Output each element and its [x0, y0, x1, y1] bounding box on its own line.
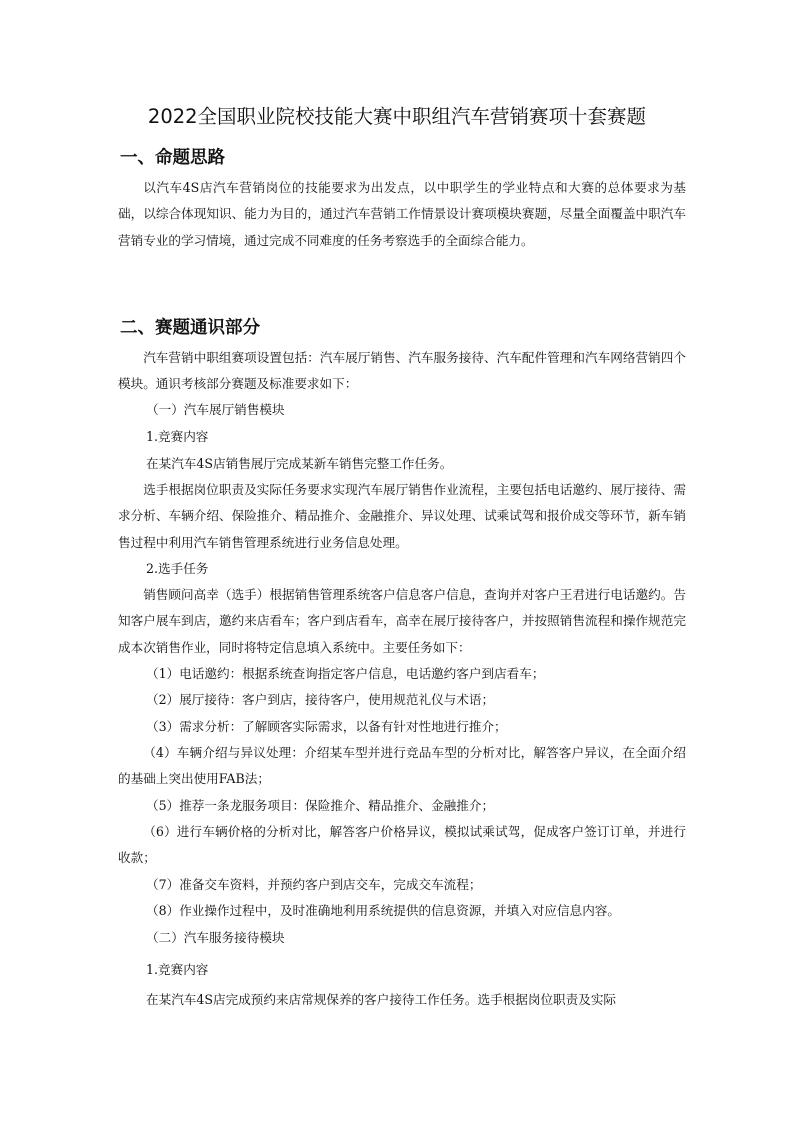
section-1-paragraph: 以汽车4S店汽车营销岗位的技能要求为出发点，以中职学生的学业特点和大赛的总体要求为基础，以综合体现知识、能力为目的，通过汽车营销工作情景设计赛项模块赛题，尽量全面覆盖中职汽车营销专业的学习情境，通过完成不同难度的任务考察选手的全面综合能力。	[118, 180, 686, 248]
service-reception-paragraph: 在某汽车4S店完成预约来店常规保养的客户接待工作任务。选手根据岗位职责及实际	[146, 992, 617, 1007]
competition-content-text: 在某汽车4S店销售展厅完成某新车销售完整工作任务。	[146, 456, 453, 471]
showroom-process-paragraph: 选手根据岗位职责及实际任务要求实现汽车展厅销售作业流程，主要包括电话邀约、展厅接待、需求分析、车辆介绍、保险推介、精品推介、金融推介、异议处理、试乘试驾和报价成交等环节，新车销售过程中利用汽车销售管理系统进行业务信息处理。	[118, 482, 686, 550]
task-item-6: （6）进行车辆价格的分析对比，解答客户价格异议，模拟试乘试驾，促成客户签订订单，并进行收款；	[118, 824, 686, 866]
task-item-5: （5）推荐一条龙服务项目：保险推介、精品推介、金融推介；	[146, 798, 495, 813]
task-item-2: （2）展厅接待：客户到店，接待客户，使用规范礼仪与术语；	[146, 692, 495, 707]
section-heading-2: 二、赛题通识部分	[120, 318, 260, 338]
task-item-1: （1）电话邀约：根据系统查询指定客户信息，电话邀约客户到店看车；	[146, 666, 545, 681]
task-item-7: （7）准备交车资料，并预约客户到店交车，完成交车流程；	[146, 877, 482, 892]
subheading-competition-content: 1.竞赛内容	[146, 429, 209, 444]
document-title: 2022全国职业院校技能大赛中职组汽车营销赛项十套赛题	[147, 105, 647, 128]
subheading-competition-content-2: 1.竞赛内容	[146, 962, 209, 977]
task-item-8: （8）作业操作过程中，及时准确地利用系统提供的信息资源，并填入对应信息内容。	[146, 903, 620, 918]
section-heading-1: 一、命题思路	[120, 148, 225, 168]
task-item-4: （4）车辆介绍与异议处理：介绍某车型并进行竞品车型的分析对比，解答客户异议，在全面介绍的基础上突出使用FAB法；	[118, 745, 686, 787]
section-2-intro-paragraph: 汽车营销中职组赛项设置包括：汽车展厅销售、汽车服务接待、汽车配件管理和汽车网络营销四个模块。通识考核部分赛题及标准要求如下：	[118, 350, 686, 392]
task-item-3: （3）需求分析：了解顾客实际需求，以备有针对性地进行推介；	[146, 719, 507, 734]
module-heading-service-reception: （二）汽车服务接待模块	[146, 930, 285, 945]
contestant-tasks-paragraph: 销售顾问高幸（选手）根据销售管理系统客户信息客户信息，查询并对客户王君进行电话邀约。告知客户展车到店，邀约来店看车；客户到店看车，高幸在展厅接待客户，并按照销售流程和操作规范完成本次销售作业，同时将特定信息填入系统中。主要任务如下：	[118, 587, 686, 655]
subheading-contestant-tasks: 2.选手任务	[146, 561, 209, 576]
module-heading-showroom: （一）汽车展厅销售模块	[146, 402, 285, 417]
